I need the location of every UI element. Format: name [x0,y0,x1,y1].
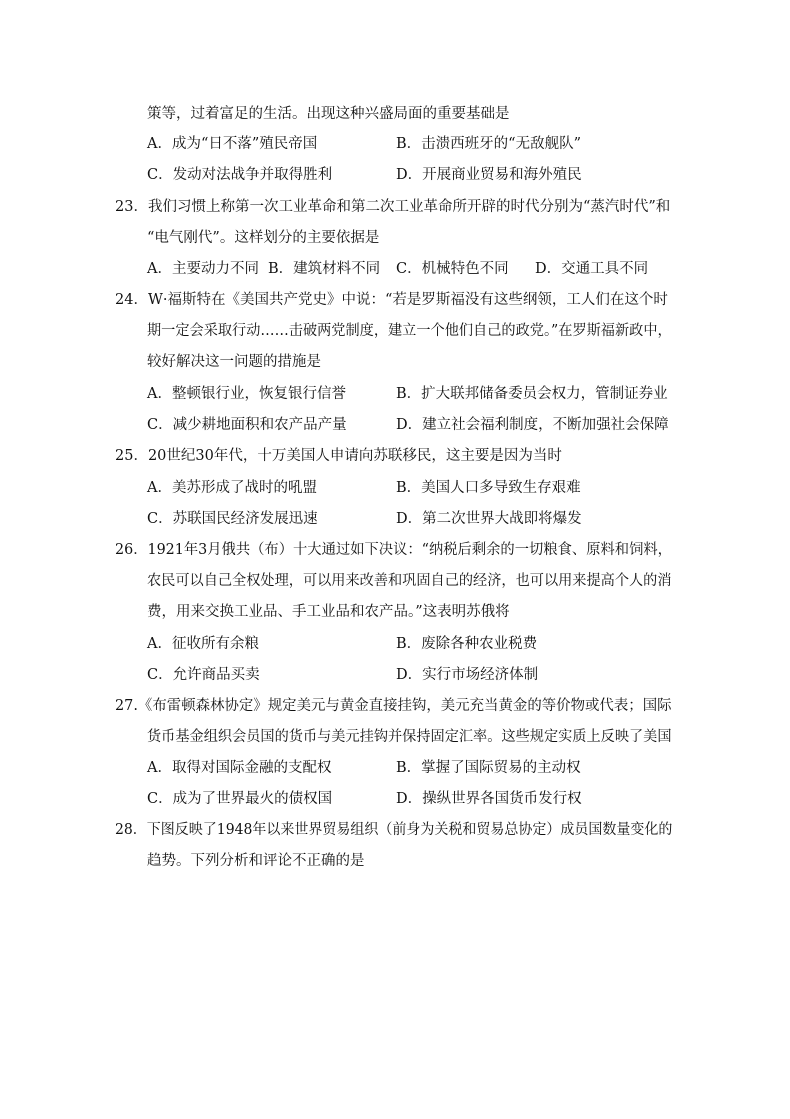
q26-option-d: D．实行市场经济体制 [396,667,539,683]
q23-option-b: B．建筑材料不同 [268,261,381,277]
q25-option-d: D．第二次世界大战即将爆发 [396,511,582,527]
q24-stem-line1: 24．W·福斯特在《美国共产党史》中说：“若是罗斯福没有这些纲领，工人们在这个时 [115,292,668,308]
q23-stem-line1: 23．我们习惯上称第一次工业革命和第二次工业革命所开辟的时代分别为“蒸汽时代”和 [115,199,671,215]
q23-option-c: C．机械特色不同 [396,261,509,277]
q27-stem-line1: 27.《布雷顿森林协定》规定美元与黄金直接挂钩，美元充当黄金的等价物或代表；国际 [115,698,672,714]
q26-option-b: B．废除各种农业税费 [396,636,538,652]
q24-option-b: B．扩大联邦储备委员会权力，管制证券业 [396,386,668,402]
q27-option-a: A．取得对国际金融的支配权 [147,760,332,776]
q27-stem-line2: 货币基金组织会员国的货币与美元挂钩并保持固定汇率。这些规定实质上反映了美国 [147,729,672,745]
q22-option-c: C．发动对法战争并取得胜利 [147,167,333,183]
q27-option-d: D．操纵世界各国货币发行权 [396,791,582,807]
q22-option-b: B．击溃西班牙的“无敌舰队” [396,136,581,152]
q24-option-a: A．整顿银行业，恢复银行信誉 [147,386,346,402]
q24-option-d: D．建立社会福利制度，不断加强社会保障 [396,417,669,433]
q22-option-a: A．成为“日不落”殖民帝国 [147,136,318,152]
q26-option-c: C．允许商品买卖 [147,667,260,683]
q26-option-a: A．征收所有余粮 [147,636,259,652]
q26-stem-line3: 费，用来交换工业品、手工业品和农产品。”这表明苏俄将 [147,604,510,620]
q23-option-d: D．交通工具不同 [535,261,649,277]
q28-stem-line1: 28．下图反映了1948年以来世界贸易组织（前身为关税和贸易总协定）成员国数量变化的 [115,822,673,838]
q28-stem-line2: 趋势。下列分析和评论不正确的是 [147,853,365,869]
q25-option-a: A．美苏形成了战时的吼盟 [147,480,317,496]
q23-stem-line2: “电气刚代”。这样划分的主要依据是 [147,230,380,246]
q25-stem-line1: 25．20世纪30年代，十万美国人申请向苏联移民，这主要是因为当时 [115,448,562,464]
q27-option-c: C．成为了世界最火的债权国 [147,791,333,807]
q26-stem-line2: 农民可以自己全权处理，可以用来改善和巩固自己的经济，也可以用来提高个人的消 [147,573,672,589]
q24-stem-line2: 期一定会采取行动……击破两党制度，建立一个他们自己的政党。”在罗斯福新政中， [147,323,672,339]
q24-option-c: C．减少耕地面积和农产品产量 [147,417,347,433]
q22-continuation: 策等，过着富足的生活。出现这种兴盛局面的重要基础是 [147,106,510,122]
q26-stem-line1: 26．1921年3月俄共（布）十大通过如下决议：“纳税后剩余的一切粮食、原料和饲料， [115,542,672,558]
q25-option-c: C．苏联国民经济发展迅速 [147,511,318,527]
q23-option-a: A．主要动力不同 [147,261,259,277]
q24-stem-line3: 较好解决这一问题的措施是 [147,354,321,370]
q22-option-d: D．开展商业贸易和海外殖民 [396,167,582,183]
q27-option-b: B．掌握了国际贸易的主动权 [396,760,581,776]
q25-option-b: B．美国人口多导致生存艰难 [396,480,581,496]
